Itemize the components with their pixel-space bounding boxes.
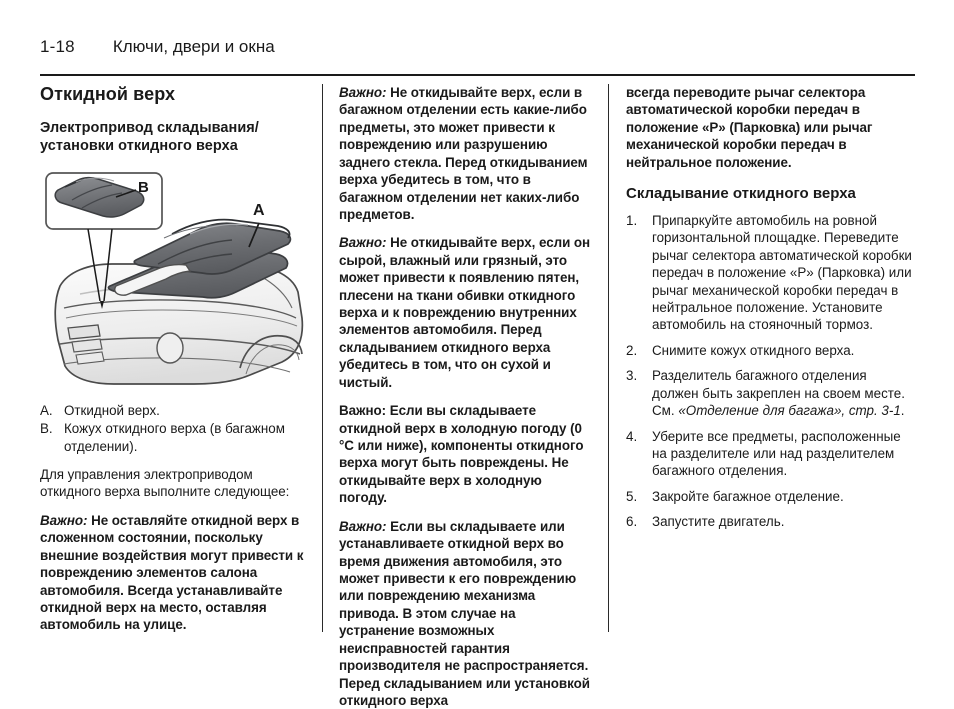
convertible-top-figure bbox=[40, 168, 306, 390]
important-text-4: Если вы складываете или устанавливаете откидной верх во время движения автомобиля, это может привести к его повреждению или повреждению механизма привода. В этом случае на устранение возможных неисправностей гарантия производителя не распространяется. Перед складыванием или установкой откидного верха bbox=[339, 518, 590, 708]
step-text-2: Снимите кожух откидного верха. bbox=[652, 342, 855, 358]
important-note-4 bbox=[339, 518, 592, 709]
important-note-3 bbox=[339, 402, 592, 507]
important-lead-4: Важно: bbox=[339, 518, 387, 534]
figure-label-a: A bbox=[253, 201, 265, 219]
step-6 bbox=[626, 513, 915, 530]
legend-marker-b: B. bbox=[40, 421, 53, 437]
figure-legend bbox=[40, 402, 304, 455]
important-lead-1: Важно: bbox=[339, 85, 387, 100]
important-lead: Важно: bbox=[40, 512, 88, 528]
legend-item-b bbox=[40, 420, 304, 455]
content-columns bbox=[40, 84, 915, 708]
important-text-3: Если вы складываете откидной верх в холодную погоду (0 °C или ниже), компоненты откидного верха могут быть повреждены. Не откидывайте верх в холодную погоду. bbox=[339, 403, 584, 506]
important-note-1 bbox=[339, 84, 592, 223]
step-text-3-before: Разделитель багажного отделения должен быть закреплен на своем месте. См. bbox=[652, 368, 905, 419]
middle-column bbox=[322, 84, 608, 708]
folding-steps-list bbox=[626, 212, 915, 531]
important-lead-2: Важно: bbox=[339, 235, 387, 251]
step-marker-3: 3. bbox=[626, 368, 638, 384]
step-marker-5: 5. bbox=[626, 488, 638, 504]
figure-label-b: B bbox=[138, 178, 149, 196]
step-marker-6: 6. bbox=[626, 514, 638, 530]
step-1 bbox=[626, 212, 915, 334]
right-column bbox=[608, 84, 915, 632]
legend-marker-a: A. bbox=[40, 402, 53, 418]
step-marker-2: 2. bbox=[626, 342, 638, 358]
step-text-5: Закройте багажное отделение. bbox=[652, 488, 844, 504]
important-note-left bbox=[40, 512, 304, 634]
important-text: Не оставляйте откидной верх в сложенном состоянии, поскольку внешние воздействия могут привести к повреждению элементов салона автомобиля. Всегда устанавливайте откидной верх на место, оставляя автомобиль на улице. bbox=[40, 512, 304, 633]
note-continuation: всегда переводите рычаг селектора автоматической коробки передач в положение «P» (Парковка) или рычаг механической коробки передач в нейтральное положение. bbox=[626, 85, 873, 170]
left-column bbox=[40, 84, 322, 632]
step-2 bbox=[626, 342, 915, 359]
important-note-2 bbox=[339, 234, 592, 391]
page-title: Ключи, двери и окна bbox=[112, 37, 275, 56]
step-4 bbox=[626, 428, 915, 480]
step-marker-1: 1. bbox=[626, 212, 638, 228]
step-3 bbox=[626, 367, 915, 419]
step-text-6: Запустите двигатель. bbox=[652, 514, 785, 530]
important-text-2: Не откидывайте верх, если он сырой, влажный или грязный, это может привести к появлению пятен, плесени на ткани обивки откидного верха и к повреждению внутренних элементов автомобиля. Перед складыванием откидного верха убедитесь в том, что он сухой и чистый. bbox=[339, 235, 591, 390]
important-lead-3: Важно: bbox=[339, 403, 387, 419]
step-text-1: Припаркуйте автомобиль на ровной горизонтальной площадке. Переведите рычаг селектора автоматической коробки передач в положение «P» (Парковка) или рычаг механической коробки передач в нейтральное положение. Установите автомобиль на стояночный тормоз. bbox=[652, 212, 912, 333]
folding-section-title: Складывание откидного верха bbox=[626, 185, 856, 203]
step-marker-4: 4. bbox=[626, 428, 638, 444]
legend-item-a bbox=[40, 402, 304, 419]
step-text-4: Уберите все предметы, расположенные на разделителе или над разделителем багажного отделения. bbox=[652, 428, 901, 479]
legend-text-b: Кожух откидного верха (в багажном отделении). bbox=[64, 421, 285, 454]
page-number: 1-18 bbox=[40, 37, 75, 56]
step-3-cross-reference: «Отделение для багажа», стр. 3-1 bbox=[678, 403, 901, 419]
step-text-3-after: . bbox=[900, 403, 905, 419]
page-header bbox=[40, 38, 915, 76]
section-title: Откидной верх bbox=[40, 84, 176, 104]
intro-paragraph: Для управления электроприводом откидного верха выполните следующее: bbox=[40, 467, 290, 500]
subsection-title: Электропривод складывания/ установки откидного верха bbox=[40, 119, 259, 155]
important-text-1: Не откидывайте верх, если в багажном отделении есть какие-либо предметы, это может привести к повреждению или разрушению заднего стекла. Перед откидыванием верха убедитесь в том, что в багажном отделении нет каких-либо предметов. bbox=[339, 85, 588, 222]
step-5 bbox=[626, 488, 915, 505]
legend-text-a: Откидной верх. bbox=[64, 402, 160, 418]
